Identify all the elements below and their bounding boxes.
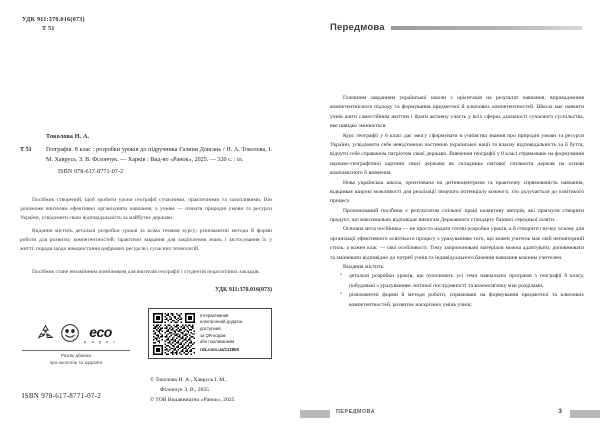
eco-caption-line-1: Разом дбаємо [60, 353, 92, 358]
qr-description [200, 313, 242, 355]
qr-text-line-4: за QR-кодом [200, 332, 226, 338]
udk-code-line: УДК 911:370.016(073) [22, 16, 85, 23]
smiley-face-icon [60, 323, 80, 348]
footer-tab-right [570, 410, 600, 418]
imprint-page [0, 0, 290, 435]
list-item: • різноманітні форми й методи роботи, спрямовані на формування предметної та ключових компетентностей, розвиток наскрізних умінь учнів; [330, 291, 584, 310]
page-footer [300, 409, 600, 423]
foreword-page [300, 0, 600, 435]
recycle-icon [35, 323, 56, 348]
foreword-header [330, 22, 582, 33]
foreword-paragraph-3: Нова українська школа, орієнтована на дитиноцентризм та практичну спрямованість навчання, відкриває широкі можливості для реалізації творчого потенціалу кожного, хто долучається до освітнього процесу. [330, 179, 584, 205]
copyright-symbol-icon-2: © [150, 396, 154, 403]
qr-text-line-1: Інтерактивний [200, 312, 229, 318]
cip-description-text: Географія. 8 клас : розробки уроків до підручника Галини Довгань / Н. А. Токолова, І. М. Хаврусь, З. В. Філончук. — Харків : Вид-во «Ранок», 2025. — 320 с. : іл. [46, 147, 272, 163]
qr-text-line-2: електронний додаток [200, 319, 243, 325]
header-rule [391, 26, 582, 30]
udk-top-block [22, 16, 85, 34]
eco-word-text: eco [89, 324, 112, 341]
udk-sigil-line: Т 51 [42, 24, 55, 32]
cip-record [20, 133, 272, 178]
cip-isbn: ISBN 978-617-8771-07-2 [58, 169, 124, 176]
copyright-publisher-text: ТОВ Видавництво «Ранок», 2025 [155, 396, 235, 403]
footer-section-label: ПЕРЕДМОВА [336, 409, 376, 415]
copyright-authors-line-2: Філончук З. В., 2025 [160, 386, 209, 393]
eco-logo-row [22, 322, 130, 348]
copyright-block [150, 376, 234, 405]
foreword-paragraph-6: Видання містить: [343, 264, 385, 271]
cip-author-name: Токолова Н. А. [46, 134, 90, 140]
list-item: • детальні розробки уроків, що охоплюють усі теми навчальної програми з географії 8 класу, побудовані з урахуванням логічної послідовності та взаємозв'язку між розділами; [330, 272, 584, 291]
foreword-paragraph-5: Основна мета посібника — не просто надати готові розробки уроків, а й створити гнучку основу для організації ефективного освітнього процесу з урахуванням того, що кожен учитель має свій неповторний стиль, а кожен клас — свої особливості. Тому запропоновані матеріали можна адаптувати, доповнювати та змінювати відповідно до потреб учнів та індивідуального бачення навчання кожним учителем. [330, 226, 584, 261]
page-title: Передмова [330, 22, 385, 33]
isbn-main: ISBN 978-617-8771-07-2 [22, 392, 102, 400]
page-number: 3 [558, 408, 562, 415]
cip-description-wrap [20, 146, 272, 165]
footer-tab-left [300, 410, 330, 418]
qr-info-box[interactable] [148, 308, 272, 359]
foreword-body [330, 94, 584, 310]
foreword-paragraph-2: Курс географії у 8 класі дає змогу сформувати в учнівства знання про природні умови та ресурси України, усвідомити себе невід'ємною частиною української нації та власну відповідальність за її буття, відчути себе справжнім патріотом своєї держави. Вивчення географії у 8 класі спрямоване на формування науково-географічної картини своєї держави як складника світової спільноти держав на основі комплексного її вивчення. [330, 132, 584, 177]
qr-text-line-5: або покликанням [200, 339, 235, 345]
eco-caption [22, 353, 130, 367]
eco-divider [22, 350, 130, 351]
annotation-paragraph-3: Посібник стане незамінним помічником для вчителів географії і студентів педагогічних закладів. [32, 269, 260, 275]
cip-shelf-sigil: Т 51 [20, 147, 32, 154]
foreword-bullet-list [330, 272, 584, 310]
copyright-symbol-icon: © [150, 377, 154, 383]
copyright-authors-line [150, 376, 234, 386]
eco-wordmark [84, 326, 117, 343]
qr-code-icon[interactable] [153, 313, 195, 355]
eco-caption-line-2: про екологію та здоров'я [49, 359, 103, 365]
annotation-paragraph-1: Посібник створений, щоб зробити уроки географії сучасними, практичними та захопливими. Він допоможе вчителям ефективно організувати навчання, а учням — пізнати природні умови та ресурси України, усвідомити свою відповідальність за майбутнє держави. [20, 197, 272, 221]
eco-paper-logo [22, 322, 130, 367]
annotation-paragraph-2: Видання містить детальні розробки уроків за всіма темами курсу; різноманітні методи й форми роботи для розвитку компетентностей; практичні завдання для закріплення знань і застосування їх у житті; поради щодо використання цифрових ресурсів і сучасних технологій. [20, 228, 272, 252]
copyright-authors-text: Токолова Н. А., Хаврусь І. М., [155, 377, 227, 383]
udk-bottom-code: УДК 911:370.016(073) [215, 287, 272, 293]
eco-paper-text: p a p e r [84, 338, 117, 344]
copyright-publisher-line [150, 396, 234, 406]
qr-text-line-3: доступний [200, 326, 221, 331]
qr-url-link[interactable]: rnk.com.ua/112850 [200, 347, 240, 353]
foreword-paragraph-1: Головним завданням української школи є орієнтація на результат навчання, впровадження компетентнісного підходу та формування предметної й ключових компетентностей. Школа має навчити учнів жити самостійним життям і брати активну участь у всіх сферах діяльності сучасного суспільства, яке швидко змінюється. [330, 95, 584, 130]
foreword-paragraph-4: Пропонований посібник є результатом спільної праці колективу авторів, які прагнули створити продукт, що максимально відповідає вимогам Державного стандарту базової середньої освіти. [330, 207, 584, 224]
